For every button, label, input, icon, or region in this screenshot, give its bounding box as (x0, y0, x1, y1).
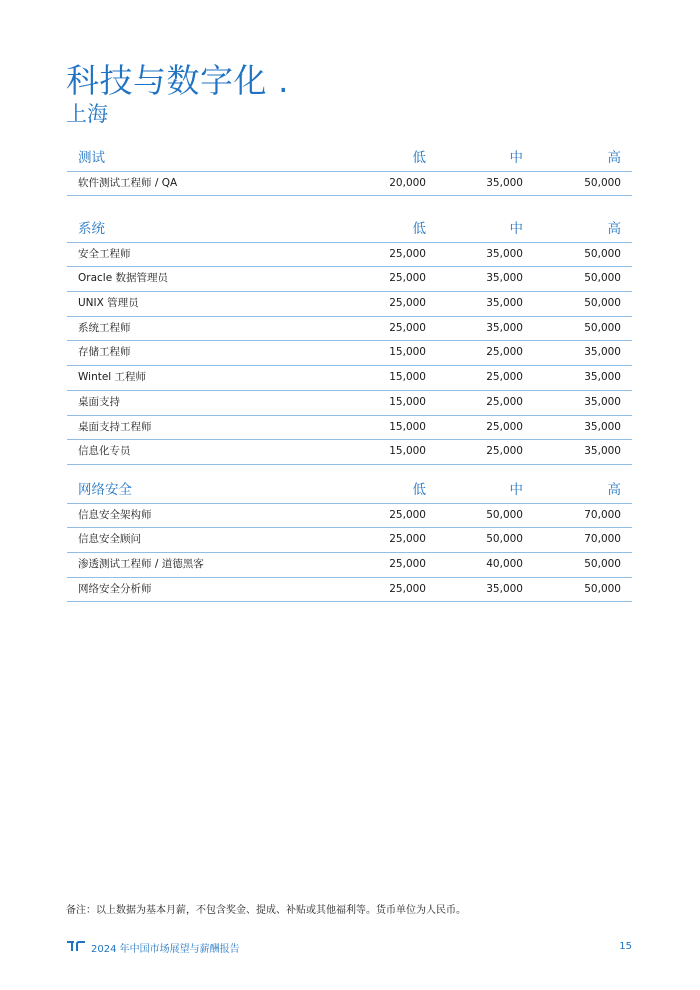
table-row (67, 440, 632, 465)
job-title: UNIX 管理员 (78, 297, 139, 310)
table-row (67, 341, 632, 366)
salary-mid: 25,000 (486, 395, 523, 408)
salary-low: 25,000 (389, 533, 426, 546)
salary-low: 25,000 (389, 297, 426, 310)
mid-header: 中 (509, 221, 523, 237)
mid-header: 中 (509, 482, 523, 498)
salary-mid: 25,000 (486, 346, 523, 359)
salary-high: 50,000 (584, 272, 621, 285)
salary-low: 15,000 (389, 395, 426, 408)
job-title: 桌面支持工程师 (78, 420, 152, 433)
page-subtitle: 上海 (66, 102, 108, 126)
salary-table-cybersecurity (67, 479, 632, 602)
job-title: 桌面支持 (78, 395, 120, 408)
salary-high: 35,000 (584, 346, 621, 359)
salary-mid: 50,000 (486, 508, 523, 521)
brand-logo-icon (66, 940, 86, 955)
table-row (67, 317, 632, 342)
salary-low: 15,000 (389, 445, 426, 458)
salary-high: 35,000 (584, 371, 621, 384)
salary-low: 25,000 (389, 247, 426, 260)
table-row (67, 172, 632, 197)
page-number: 15 (619, 941, 632, 952)
salary-mid: 25,000 (486, 371, 523, 384)
job-title: 信息化专员 (78, 445, 131, 458)
salary-mid: 35,000 (486, 176, 523, 189)
salary-mid: 25,000 (486, 445, 523, 458)
low-header: 低 (412, 482, 426, 498)
salary-low: 20,000 (389, 176, 426, 189)
job-title: 渗透测试工程师 / 道德黑客 (78, 558, 204, 571)
salary-mid: 35,000 (486, 297, 523, 310)
page-title: 科技与数字化 . (66, 61, 289, 100)
salary-low: 15,000 (389, 420, 426, 433)
mid-header: 中 (509, 150, 523, 166)
salary-high: 50,000 (584, 582, 621, 595)
salary-low: 15,000 (389, 371, 426, 384)
table-row (67, 578, 632, 603)
low-header: 低 (412, 150, 426, 166)
salary-high: 50,000 (584, 321, 621, 334)
table-header-row (67, 479, 632, 504)
high-header: 高 (607, 221, 621, 237)
salary-high: 50,000 (584, 558, 621, 571)
job-title: 系统工程师 (78, 321, 131, 334)
salary-table-testing (67, 147, 632, 196)
salary-high: 70,000 (584, 533, 621, 546)
salary-low: 25,000 (389, 582, 426, 595)
job-title: 软件测试工程师 / QA (78, 176, 178, 189)
salary-mid: 50,000 (486, 533, 523, 546)
table-row (67, 553, 632, 578)
job-title: Wintel 工程师 (78, 371, 147, 384)
salary-high: 50,000 (584, 297, 621, 310)
high-header: 高 (607, 482, 621, 498)
salary-high: 50,000 (584, 247, 621, 260)
job-title: 存储工程师 (78, 346, 131, 359)
job-title: 信息安全顾问 (78, 533, 141, 546)
table-row (67, 528, 632, 553)
salary-mid: 25,000 (486, 420, 523, 433)
salary-low: 15,000 (389, 346, 426, 359)
salary-low: 25,000 (389, 272, 426, 285)
footer-report-title: 2024 年中国市场展望与薪酬报告 (91, 944, 240, 955)
high-header: 高 (607, 150, 621, 166)
salary-mid: 35,000 (486, 272, 523, 285)
salary-mid: 35,000 (486, 582, 523, 595)
table-row (67, 366, 632, 391)
table-row (67, 267, 632, 292)
footnote: 备注：以上数据为基本月薪，不包含奖金、提成、补贴或其他福利等。货币单位为人民币。 (66, 905, 466, 916)
salary-mid: 35,000 (486, 321, 523, 334)
salary-high: 50,000 (584, 176, 621, 189)
table-header-row (67, 218, 632, 243)
salary-low: 25,000 (389, 508, 426, 521)
salary-low: 25,000 (389, 558, 426, 571)
job-title: 安全工程师 (78, 247, 131, 260)
job-title: 信息安全架构师 (78, 508, 152, 521)
job-title: Oracle 数据管理员 (78, 272, 169, 285)
salary-mid: 35,000 (486, 247, 523, 260)
salary-high: 70,000 (584, 508, 621, 521)
table-row (67, 504, 632, 529)
salary-high: 35,000 (584, 420, 621, 433)
salary-table-systems (67, 218, 632, 465)
salary-mid: 40,000 (486, 558, 523, 571)
low-header: 低 (412, 221, 426, 237)
salary-high: 35,000 (584, 445, 621, 458)
category-label: 系统 (78, 221, 105, 237)
page-footer (66, 939, 632, 955)
salary-low: 25,000 (389, 321, 426, 334)
table-header-row (67, 147, 632, 172)
table-row (67, 391, 632, 416)
job-title: 网络安全分析师 (78, 582, 152, 595)
table-row (67, 416, 632, 441)
salary-high: 35,000 (584, 395, 621, 408)
table-row (67, 243, 632, 268)
table-row (67, 292, 632, 317)
category-label: 网络安全 (78, 482, 132, 498)
category-label: 测试 (78, 150, 105, 166)
